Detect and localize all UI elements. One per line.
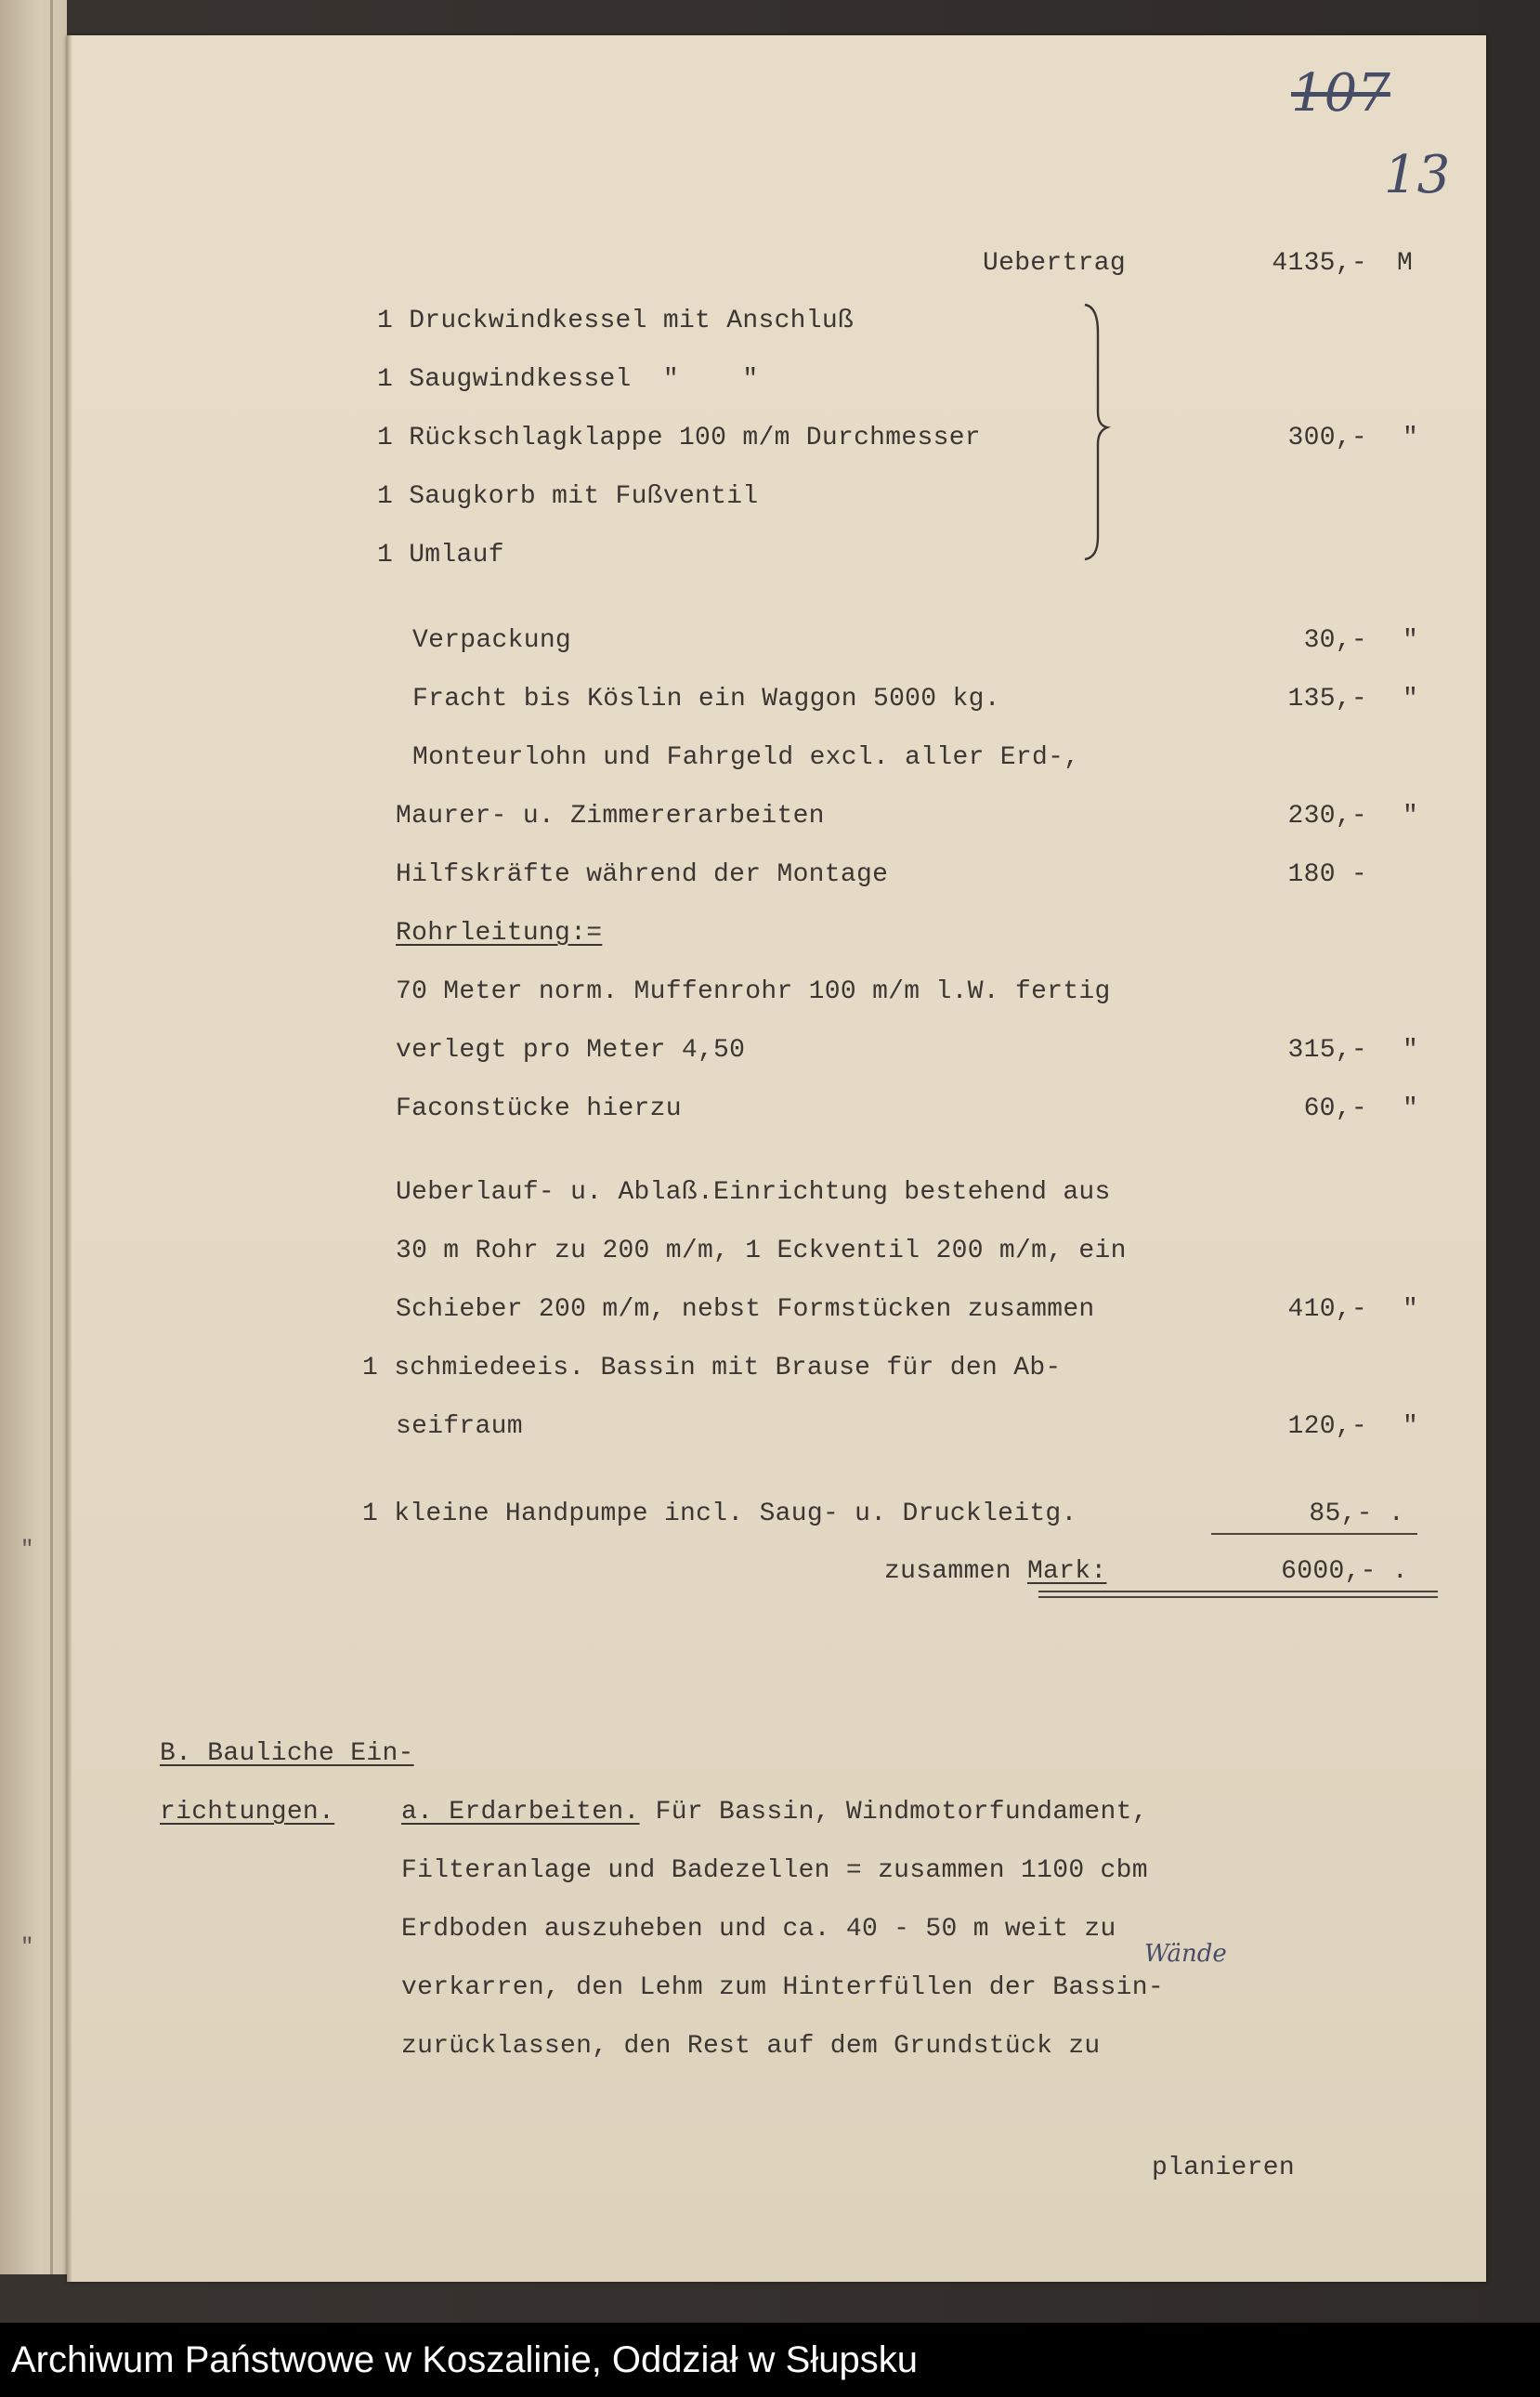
total-double-underline — [1038, 1596, 1438, 1598]
carry-currency: M — [1397, 249, 1414, 278]
ditto-mark: " — [1403, 685, 1419, 714]
handwritten-insertion: Wände — [1144, 1940, 1227, 1968]
handwritten-old-number: 107 — [1291, 63, 1390, 124]
line-amount: 120,- — [1287, 1412, 1367, 1441]
ditto-mark: " — [1403, 1036, 1419, 1065]
group-item: 1 Druckwindkessel mit Anschluß — [377, 307, 855, 335]
brace-mark — [1079, 295, 1116, 565]
ditto-mark: " — [1403, 1295, 1419, 1324]
line-text: Hilfskräfte während der Montage — [396, 860, 889, 889]
carry-label: Uebertrag — [983, 249, 1126, 278]
total-underline — [1038, 1591, 1438, 1592]
line-text: Monteurlohn und Fahrgeld excl. aller Erd-, — [412, 743, 1080, 772]
ditto-mark: " — [1403, 802, 1419, 831]
total-label — [884, 1557, 1106, 1587]
line-text: Ueberlauf- u. Ablaß.Einrichtung bestehend aus — [396, 1178, 1111, 1207]
total-label-prefix: zusammen — [884, 1557, 1027, 1586]
line-amount: 60,- — [1303, 1094, 1367, 1123]
line-text: 30 m Rohr zu 200 m/m, 1 Eckventil 200 m/m, ein — [396, 1237, 1127, 1265]
line-text: Faconstücke hierzu — [396, 1094, 682, 1123]
adjacent-page-edge — [0, 0, 67, 2274]
earthworks-line — [401, 1798, 1148, 1827]
line-text: Verpackung — [412, 626, 572, 655]
sum-underline — [1211, 1533, 1417, 1535]
earthworks-text: Für Bassin, Windmotorfundament, — [639, 1798, 1148, 1827]
document-page — [67, 35, 1486, 2282]
adjacent-page-mark: " — [20, 1538, 34, 1563]
line-amount: 180 - — [1287, 860, 1367, 889]
line-text: Fracht bis Köslin ein Waggon 5000 kg. — [412, 685, 1000, 714]
group-item: 1 Saugwindkessel " " — [377, 365, 759, 394]
group-item: 1 Rückschlagklappe 100 m/m Durchmesser — [377, 424, 981, 452]
handwritten-page-number: 13 — [1384, 145, 1451, 205]
earthworks-heading: a. Erdarbeiten. — [401, 1798, 640, 1827]
ditto-mark: " — [1403, 1094, 1419, 1123]
line-amount: 30,- — [1303, 626, 1367, 655]
ditto-mark: " — [1403, 626, 1419, 655]
line-amount: 230,- — [1287, 802, 1367, 831]
earthworks-text: Filteranlage und Badezellen = zusammen 1100 cbm — [401, 1856, 1148, 1885]
line-text: Maurer- u. Zimmererarbeiten — [396, 802, 825, 831]
section-b-heading-cont: richtungen. — [160, 1798, 335, 1827]
total-label-mark: Mark: — [1026, 1557, 1107, 1586]
section-b-heading: B. Bauliche Ein- — [160, 1739, 414, 1768]
archive-footer — [0, 2323, 1540, 2397]
group-item: 1 Saugkorb mit Fußventil — [377, 482, 759, 511]
line-amount: 135,- — [1287, 685, 1367, 714]
ditto-mark: " — [1403, 424, 1419, 452]
continuation-word: planieren — [1152, 2154, 1295, 2182]
line-text: Schieber 200 m/m, nebst Formstücken zusammen — [396, 1295, 1095, 1324]
earthworks-text: Erdboden auszuheben und ca. 40 - 50 m weit zu — [401, 1915, 1116, 1944]
line-text: verlegt pro Meter 4,50 — [396, 1036, 746, 1065]
carry-amount: 4135,- — [1272, 249, 1367, 278]
earthworks-text: verkarren, den Lehm zum Hinterfüllen der Bassin- — [401, 1973, 1164, 2002]
line-text: 1 kleine Handpumpe incl. Saug- u. Druckleitg. — [362, 1500, 1077, 1528]
archive-name: Archiwum Państwowe w Koszalinie, Oddział w Słupsku — [11, 2339, 918, 2380]
line-text: seifraum — [396, 1412, 523, 1441]
line-amount: 410,- — [1287, 1295, 1367, 1324]
group-amount: 300,- — [1287, 424, 1367, 452]
line-amount: 85,- . — [1309, 1500, 1404, 1528]
adjacent-page-mark: " — [20, 1935, 34, 1960]
pipeline-heading: Rohrleitung:= — [396, 919, 603, 948]
line-text: 1 schmiedeeis. Bassin mit Brause für den Ab- — [362, 1354, 1062, 1382]
group-item: 1 Umlauf — [377, 541, 504, 570]
page-fold — [50, 0, 53, 2274]
ditto-mark: " — [1403, 1412, 1419, 1441]
earthworks-text: zurücklassen, den Rest auf dem Grundstück zu — [401, 2032, 1101, 2061]
line-text: 70 Meter norm. Muffenrohr 100 m/m l.W. fertig — [396, 977, 1111, 1006]
line-amount: 315,- — [1287, 1036, 1367, 1065]
total-amount: 6000,- . — [1281, 1557, 1408, 1586]
